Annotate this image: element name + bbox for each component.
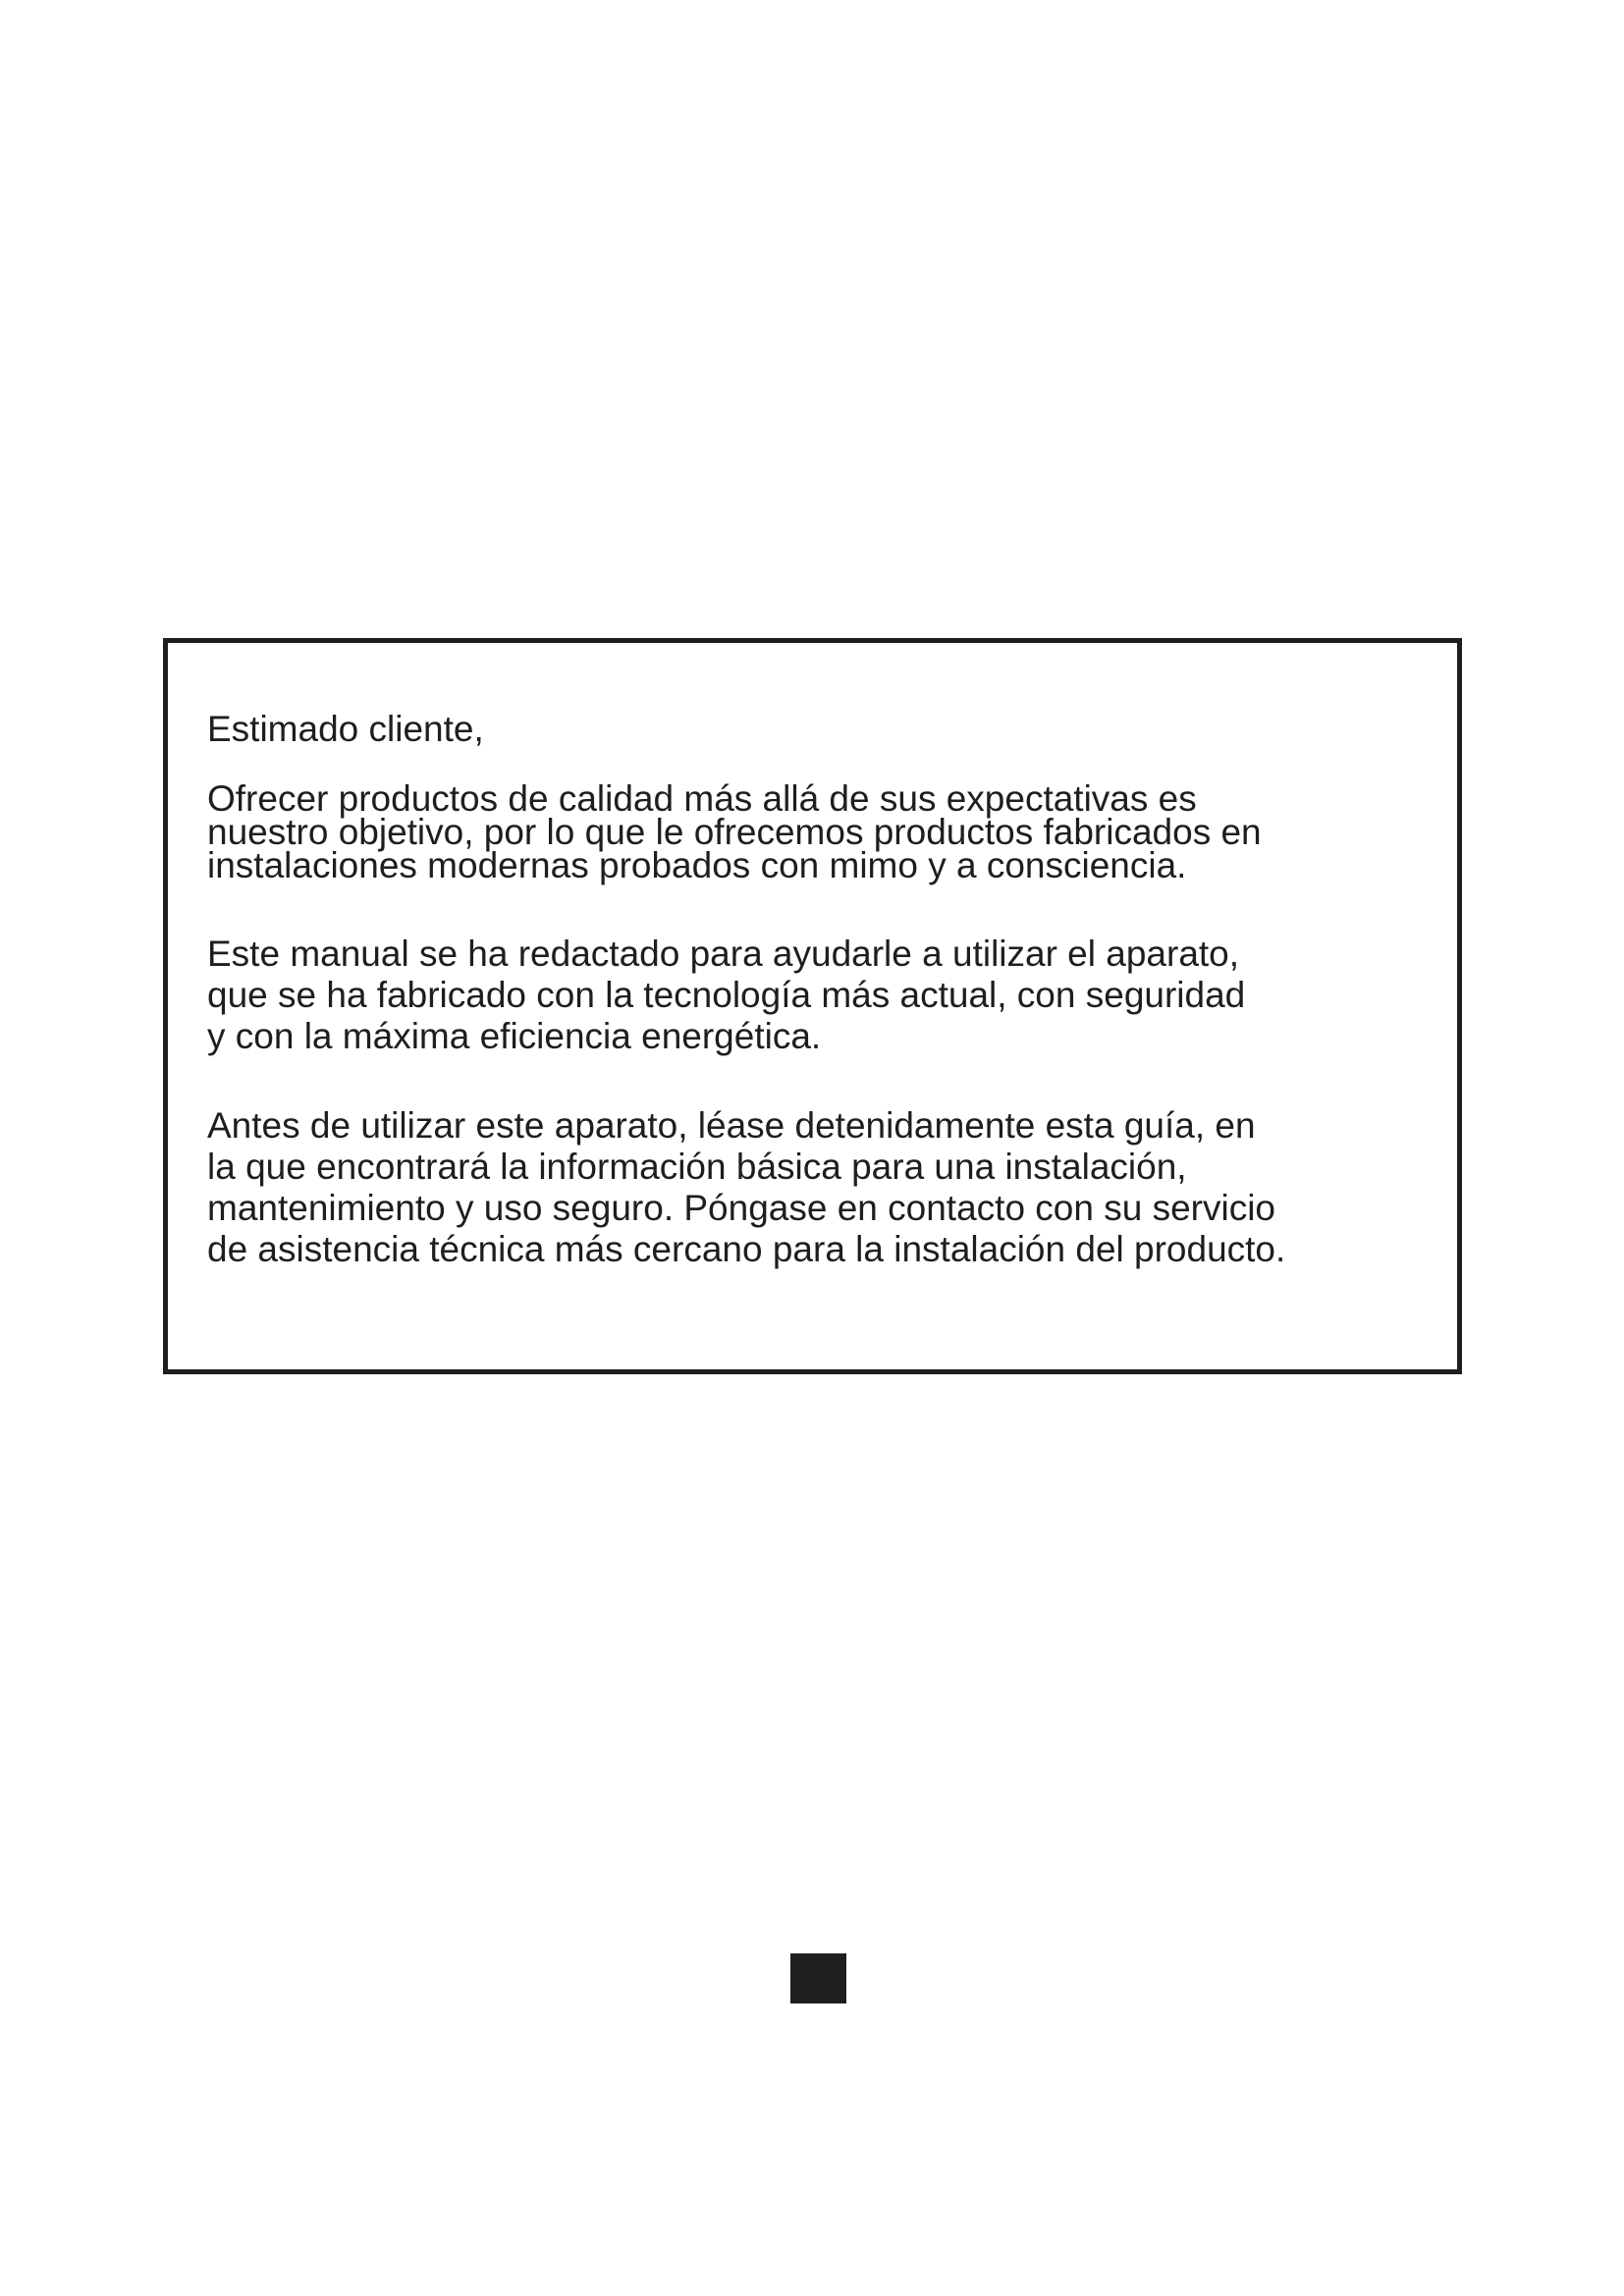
text-line: instalaciones modernas probados con mimo y a consciencia. xyxy=(207,845,1187,885)
greeting: Estimado cliente, xyxy=(207,709,484,749)
paragraph-before-use xyxy=(207,1105,1457,1270)
text-line: mantenimiento y uso seguro. Póngase en contacto con su servicio xyxy=(207,1188,1276,1228)
text-line: Antes de utilizar este aparato, léase detenidamente esta guía, en xyxy=(207,1105,1256,1146)
text-line: Ofrecer productos de calidad más allá de sus expectativas es xyxy=(207,778,1197,819)
paragraph-intro xyxy=(207,778,1457,885)
text-line: que se ha fabricado con la tecnología más actual, con seguridad xyxy=(207,975,1246,1015)
text-line: la que encontrará la información básica para una instalación, xyxy=(207,1147,1187,1187)
text-line: de asistencia técnica más cercano para la instalación del producto. xyxy=(207,1229,1286,1269)
text-line: y con la máxima eficiencia energética. xyxy=(207,1016,822,1056)
text-line: nuestro objetivo, por lo que le ofrecemos productos fabricados en xyxy=(207,812,1262,852)
letter-frame xyxy=(163,638,1462,1374)
paragraph-manual-purpose xyxy=(207,934,1457,1057)
page-marker-square xyxy=(790,1953,846,2003)
text-line: Este manual se ha redactado para ayudarle a utilizar el aparato, xyxy=(207,934,1240,974)
